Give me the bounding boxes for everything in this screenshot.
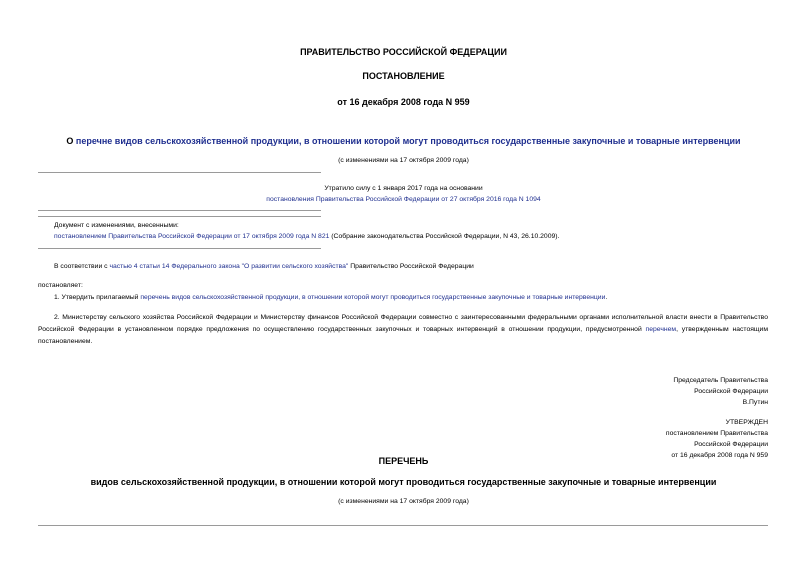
preamble	[54, 263, 474, 270]
item-2-text: 2. Министерству сельского хозяйства Российской Федерации и Министерству финансов Российской Федерации совместно с заинтересованными федеральными органами исполнительной власти внести в Правительство Российской Федерации в установленном порядке предложения по осуществлению государственных закупочных и товарных интервенций в отношении продукции, предусмотренной	[38, 314, 768, 333]
preamble-law-link[interactable]: частью 4 статьи 14 Федерального закона "О развитии сельского хозяйства"	[109, 263, 349, 270]
approved-line-1: УТВЕРЖДЕН	[725, 419, 768, 426]
changes-link[interactable]: постановлением Правительства Российской Федерации от 17 октября 2009 года N 821	[54, 233, 330, 240]
changes-line	[54, 233, 559, 240]
divider	[38, 525, 768, 526]
divider	[38, 172, 321, 173]
item-2-after: , утвержденным настоящим постановлением.	[38, 326, 768, 345]
doc-type-heading: ПОСТАНОВЛЕНИЕ	[362, 71, 445, 81]
title-link[interactable]: перечне видов сельскохозяйственной продукции, в отношении которой могут проводиться государственные закупочные и товарные интервенции	[75, 136, 741, 146]
signature-line-2: Российской Федерации	[694, 388, 768, 395]
title-amended-note: (с изменениями на 17 октября 2009 года)	[338, 157, 469, 164]
divider	[38, 248, 321, 249]
approved-block	[666, 417, 768, 461]
item-1-after: .	[605, 294, 608, 301]
item-2	[38, 312, 768, 348]
signature-line-1: Председатель Правительства	[673, 377, 768, 384]
divider	[38, 210, 321, 211]
title-prefix: О	[66, 136, 76, 146]
list-subheading: видов сельскохозяйственной продукции, в отношении которой могут проводиться государственные закупочные и товарные интервенции	[90, 477, 717, 487]
changes-label: Документ с изменениями, внесенными:	[54, 222, 179, 229]
expired-link[interactable]: постановления Правительства Российской Федерации от 27 октября 2016 года N 1094	[266, 196, 541, 203]
divider	[38, 216, 321, 217]
signature-block	[673, 375, 768, 408]
changes-suffix: (Собрание законодательства Российской Федерации, N 43, 26.10.2009).	[329, 233, 560, 240]
approved-line-2: постановлением Правительства	[665, 430, 768, 437]
doc-date-number: от 16 декабря 2008 года N 959	[337, 97, 470, 107]
approved-line-4: от 16 декабря 2008 года N 959	[671, 452, 768, 459]
document-title	[0, 136, 807, 146]
approved-line-3: Российской Федерации	[694, 441, 768, 448]
expired-note: Утратило силу с 1 января 2017 года на основании	[324, 185, 483, 192]
list-amended-note: (с изменениями на 17 октября 2009 года)	[338, 498, 469, 505]
decrees-word: постановляет:	[38, 282, 83, 289]
list-heading: ПЕРЕЧЕНЬ	[378, 456, 429, 466]
item-2-link[interactable]: перечнем	[645, 326, 677, 333]
item-1	[54, 294, 607, 301]
item-1-link[interactable]: перечень видов сельскохозяйственной продукции, в отношении которой могут проводиться государственные закупочные и товарные интервенции	[140, 294, 606, 301]
preamble-after: Правительство Российской Федерации	[348, 263, 474, 270]
preamble-before: В соответствии с	[54, 263, 110, 270]
signature-name: В.Путин	[742, 399, 768, 406]
item-1-before: 1. Утвердить прилагаемый	[54, 294, 141, 301]
government-heading: ПРАВИТЕЛЬСТВО РОССИЙСКОЙ ФЕДЕРАЦИИ	[300, 47, 507, 57]
